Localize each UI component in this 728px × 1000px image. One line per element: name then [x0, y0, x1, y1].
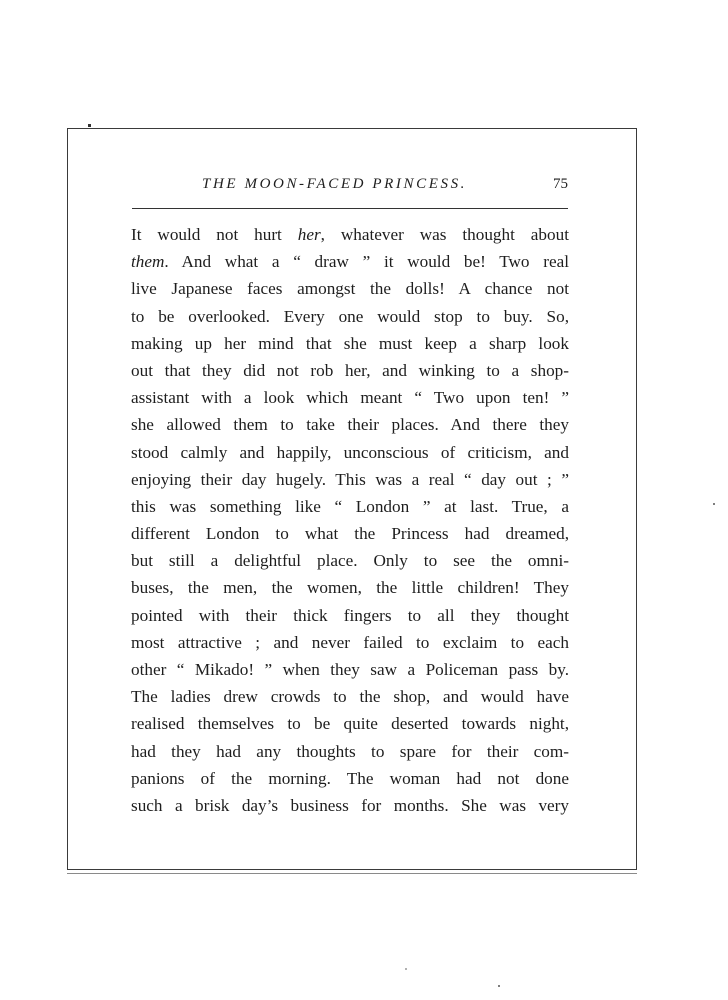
text-line	[131, 439, 569, 466]
running-title: THE MOON-FACED PRINCESS.	[202, 176, 468, 192]
text-segment: panions of the morning. The woman had not done	[131, 768, 569, 788]
text-line	[131, 656, 569, 683]
body-text	[131, 221, 569, 819]
text-line	[131, 602, 569, 629]
text-line	[131, 357, 569, 384]
text-line	[131, 683, 569, 710]
text-segment: she allowed them to take their places. And there they	[131, 415, 569, 435]
running-head	[132, 176, 568, 200]
text-segment: stood calmly and happily, unconscious of criticism, and	[131, 442, 569, 462]
italic-word: them	[131, 252, 165, 272]
paper-speck	[498, 985, 500, 987]
text-line	[131, 629, 569, 656]
text-line	[131, 493, 569, 520]
text-segment: other “ Mikado! ” when they saw a Policeman pass by.	[131, 660, 569, 679]
text-segment: different London to what the Princess had dreamed,	[131, 524, 569, 544]
italic-word: her	[297, 225, 321, 244]
text-segment: making up her mind that she must keep a sharp look	[131, 333, 569, 353]
text-line	[131, 547, 569, 574]
text-segment: It would not hurt	[131, 225, 298, 244]
text-segment: such a brisk day’s business for months. She was very	[131, 795, 569, 815]
text-segment: , whatever was thought about	[320, 225, 569, 244]
text-line	[131, 411, 569, 438]
text-segment: enjoying their day hugely. This was a real “ day out ; ”	[131, 469, 569, 489]
text-line	[131, 710, 569, 737]
header-rule	[132, 208, 568, 209]
text-line	[131, 765, 569, 792]
text-segment: realised themselves to be quite deserted towards night,	[131, 714, 569, 734]
paper-speck	[713, 503, 715, 505]
text-segment: to be overlooked. Every one would stop to buy. So,	[131, 306, 569, 326]
text-line	[131, 221, 569, 248]
text-segment: The ladies drew crowds to the shop, and would have	[131, 687, 569, 707]
text-segment: most attractive ; and never failed to exclaim to each	[131, 632, 569, 652]
text-segment: . And what a “ draw ” it would be! Two real	[164, 252, 569, 272]
text-segment: live Japanese faces amongst the dolls! A chance not	[131, 279, 569, 299]
text-line	[131, 384, 569, 411]
text-segment: assistant with a look which meant “ Two upon ten! ”	[131, 388, 569, 408]
page-number: 75	[553, 176, 568, 192]
text-segment: this was something like “ London ” at last. True, a	[131, 496, 569, 516]
text-segment: had they had any thoughts to spare for their com-	[131, 741, 569, 761]
text-line	[131, 738, 569, 765]
text-line	[131, 792, 569, 819]
paper-speck	[405, 968, 407, 970]
text-segment: but still a delightful place. Only to see the omni-	[131, 551, 569, 571]
text-segment: pointed with their thick fingers to all they thought	[131, 605, 569, 625]
text-line	[131, 248, 569, 275]
text-segment: buses, the men, the women, the little children! They	[131, 578, 569, 598]
text-segment: out that they did not rob her, and winking to a shop-	[131, 360, 569, 380]
text-line	[131, 330, 569, 357]
text-line	[131, 303, 569, 330]
text-line	[131, 275, 569, 302]
page-border-bottom-rule	[67, 873, 637, 874]
border-ink-mark	[88, 124, 91, 127]
text-line	[131, 574, 569, 601]
text-line	[131, 466, 569, 493]
text-line	[131, 520, 569, 547]
